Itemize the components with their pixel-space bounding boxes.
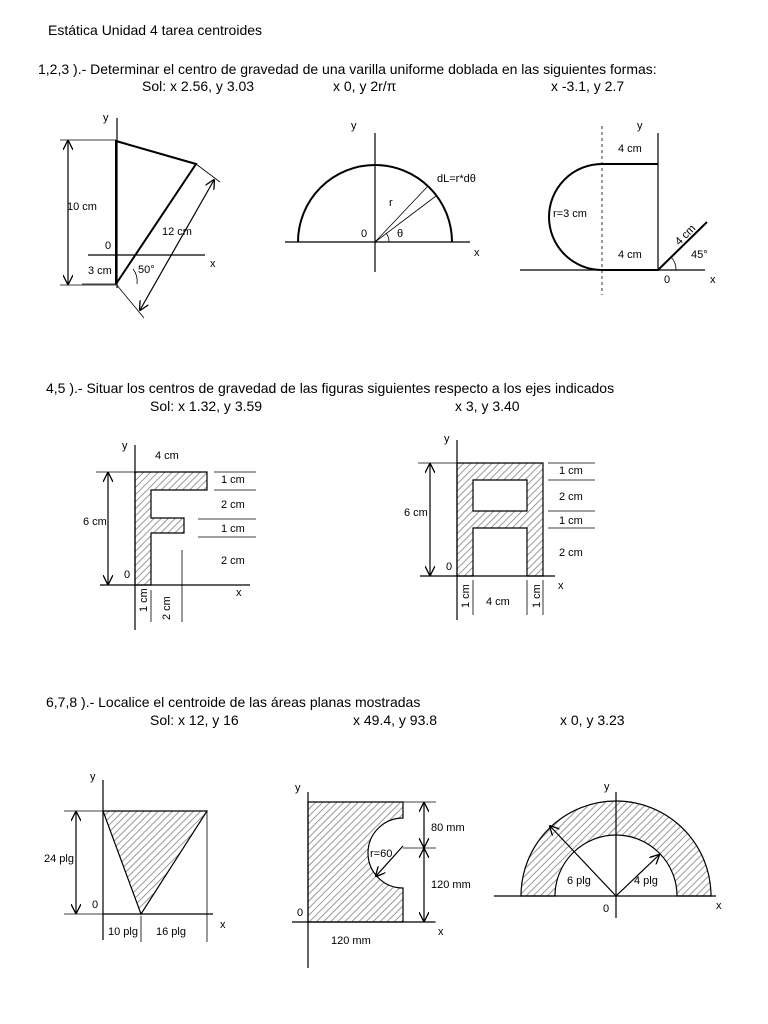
figure-6-triangle [44, 771, 226, 942]
dim-1-label: 1 cm [221, 474, 245, 486]
figure-2-semicircle [285, 120, 480, 272]
base-b-label: 16 plg [156, 926, 186, 938]
x-axis-label: x [236, 587, 242, 599]
height-label: 24 plg [44, 853, 74, 865]
width-3-label: 1 cm [531, 584, 543, 608]
dim-4-label: 2 cm [221, 555, 245, 567]
problem-1-solution-a: Sol: x 2.56, y 3.03 [142, 78, 255, 94]
y-axis-label: y [444, 433, 450, 445]
theta-label: θ [397, 228, 404, 240]
origin-label: 0 [446, 561, 453, 573]
problem-1-solution-c: x -3.1, y 2.7 [551, 78, 625, 94]
height-label: 6 cm [404, 507, 428, 519]
height-label: 6 cm [83, 516, 107, 528]
angle-label: 45° [691, 249, 708, 261]
slant-label: 12 cm [162, 226, 192, 238]
problem-2-solution-a: Sol: x 1.32, y 3.59 [150, 398, 263, 414]
x-axis-label: x [710, 274, 716, 286]
problem-1-heading: 1,2,3 ).- Determinar el centro de gravedad de una varilla uniforme doblada en las siguientes formas: [38, 61, 657, 77]
figure-8-semi-ring [494, 781, 722, 918]
width-1-label: 1 cm [138, 588, 150, 612]
page-title: Estática Unidad 4 tarea centroides [48, 22, 263, 38]
width-2-label: 2 cm [161, 596, 173, 620]
angle-arc [133, 269, 137, 284]
dim-2-label: 2 cm [559, 491, 583, 503]
outer-radius-label: 6 plg [567, 875, 591, 887]
triangle-shape [103, 811, 207, 914]
width-1-label: 1 cm [460, 584, 472, 608]
y-axis-label: y [90, 771, 96, 783]
dim-4-label: 2 cm [559, 547, 583, 559]
y-axis-label: y [637, 120, 643, 132]
dimension-slant [140, 180, 214, 310]
origin-label: 0 [92, 899, 99, 911]
y-axis-label: y [122, 440, 128, 452]
origin-label: 0 [603, 903, 610, 915]
dim-1-label: 1 cm [559, 465, 583, 477]
problem-3-solution-c: x 0, y 3.23 [560, 712, 625, 728]
dim-2-label: 2 cm [221, 499, 245, 511]
y-axis-label: y [103, 112, 109, 124]
problem-2-heading: 4,5 ).- Situar los centros de gravedad de las figuras siguientes respecto a los ejes indicados [46, 380, 615, 396]
figure-4-letter-f [83, 440, 256, 630]
problem-3-solution-a: Sol: x 12, y 16 [150, 712, 239, 728]
height-label: 10 cm [67, 201, 97, 213]
a-shape [457, 463, 543, 576]
problem-3-heading: 6,7,8 ).- Localice el centroide de las áreas planas mostradas [46, 694, 421, 710]
x-axis-label: x [210, 258, 216, 270]
x-axis-label: x [558, 580, 564, 592]
dl-label: dL=r*dθ [437, 173, 476, 185]
slant-length-label: 4 cm [672, 222, 699, 248]
x-axis-label: x [474, 247, 480, 259]
base-label: 3 cm [88, 265, 112, 277]
origin-label: 0 [361, 228, 368, 240]
origin-label: 0 [664, 274, 671, 286]
figure-1-bent-rod [60, 112, 220, 318]
y-axis-label: y [604, 781, 610, 793]
radius-label: r=60 [370, 848, 393, 860]
y-axis-label: y [295, 782, 301, 794]
origin-label: 0 [105, 240, 112, 252]
bottom-length-label: 4 cm [618, 249, 642, 261]
x-axis-label: x [438, 926, 444, 938]
width-label: 120 mm [331, 935, 371, 947]
f-shape [135, 472, 207, 585]
top-width-label: 4 cm [155, 450, 179, 462]
problem-1-solution-b: x 0, y 2r/π [333, 78, 397, 94]
y-axis-label: y [351, 120, 357, 132]
problem-3-solution-b: x 49.4, y 93.8 [353, 712, 438, 728]
dim-top-label: 80 mm [431, 822, 465, 834]
inner-radius-label: 4 plg [634, 875, 658, 887]
problem-2-solution-b: x 3, y 3.40 [455, 398, 520, 414]
base-a-label: 10 plg [108, 926, 138, 938]
radius-label: r [389, 197, 393, 209]
dim-3-label: 1 cm [221, 523, 245, 535]
figure-3-rod [520, 120, 716, 295]
top-length-label: 4 cm [618, 143, 642, 155]
origin-label: 0 [124, 569, 131, 581]
figure-7-square-cutout [292, 782, 471, 968]
radius-label: r=3 cm [553, 208, 587, 220]
angle-label: 50° [138, 264, 155, 276]
width-2-label: 4 cm [486, 596, 510, 608]
dim-3-label: 1 cm [559, 515, 583, 527]
dim-bottom-label: 120 mm [431, 879, 471, 891]
figure-5-letter-a [404, 433, 595, 620]
x-axis-label: x [220, 919, 226, 931]
rod-shape [116, 141, 196, 284]
x-axis-label: x [716, 900, 722, 912]
origin-label: 0 [297, 907, 304, 919]
